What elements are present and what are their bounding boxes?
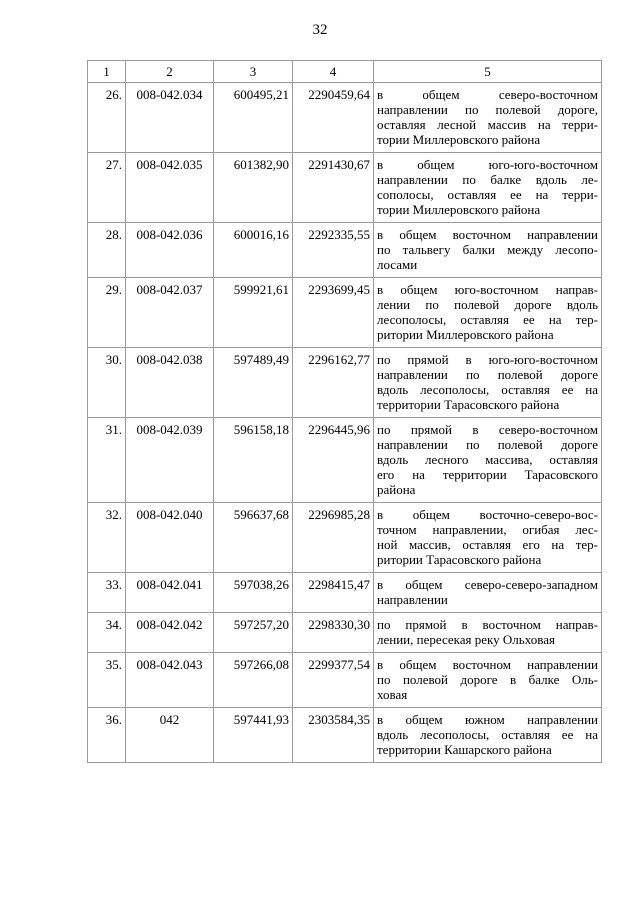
- x-coordinate-cell: 600495,21: [214, 83, 293, 153]
- boundary-table: [87, 60, 602, 763]
- description-line: сополосы, оставляя ее на терри-: [377, 187, 598, 202]
- description-line: ной массив, оставляя его на тер-: [377, 537, 598, 552]
- x-coordinate-cell: 599921,61: [214, 278, 293, 348]
- description-cell: [374, 503, 602, 573]
- y-coordinate-cell: 2296985,28: [293, 503, 374, 573]
- row-number-cell: 35.: [88, 653, 126, 708]
- row-number-cell: 26.: [88, 83, 126, 153]
- description-line: вдоль лесополосы, оставляя ее на: [377, 727, 598, 742]
- y-coordinate-cell: 2293699,45: [293, 278, 374, 348]
- description-line: направлении: [377, 592, 448, 607]
- row-number-cell: 30.: [88, 348, 126, 418]
- y-coordinate-cell: 2291430,67: [293, 153, 374, 223]
- description-line: лосами: [377, 257, 418, 272]
- description-cell: [374, 83, 602, 153]
- description-line: направлении по полевой дороге: [377, 367, 598, 382]
- table-row: [88, 613, 602, 653]
- table-row: [88, 348, 602, 418]
- description-line: по тальвегу балки между лесопо-: [377, 242, 598, 257]
- table-row: [88, 223, 602, 278]
- point-code-cell: 008-042.041: [126, 573, 214, 613]
- description-cell: [374, 153, 602, 223]
- column-header: 5: [374, 61, 602, 83]
- row-number-cell: 33.: [88, 573, 126, 613]
- description-line: в общем восточном направлении: [377, 227, 598, 242]
- table-row: [88, 653, 602, 708]
- table-row: [88, 503, 602, 573]
- description-line: района: [377, 482, 416, 497]
- description-line: по прямой в юго-юго-восточном: [377, 352, 598, 367]
- description-line: его на территории Тарасовского: [377, 467, 598, 482]
- y-coordinate-cell: 2303584,35: [293, 708, 374, 763]
- column-header: 3: [214, 61, 293, 83]
- description-line: в общем юго-восточном направ-: [377, 282, 598, 297]
- description-line: оставляя лесной массив на терри-: [377, 117, 598, 132]
- row-number-cell: 29.: [88, 278, 126, 348]
- description-line: в общем северо-северо-западном: [377, 577, 598, 592]
- description-line: по прямой в северо-восточном: [377, 422, 598, 437]
- y-coordinate-cell: 2296445,96: [293, 418, 374, 503]
- description-line: лении, пересекая реку Ольховая: [377, 632, 555, 647]
- y-coordinate-cell: 2298330,30: [293, 613, 374, 653]
- description-line: ритории Миллеровского района: [377, 327, 554, 342]
- table-row: [88, 278, 602, 348]
- row-number-cell: 27.: [88, 153, 126, 223]
- row-number-cell: 31.: [88, 418, 126, 503]
- description-line: в общем восточном направлении: [377, 657, 598, 672]
- point-code-cell: 008-042.042: [126, 613, 214, 653]
- column-header: 2: [126, 61, 214, 83]
- description-line: направлении по балке вдоль ле-: [377, 172, 598, 187]
- description-line: лесополосы, оставляя ее на тер-: [377, 312, 598, 327]
- description-cell: [374, 653, 602, 708]
- header-row: [88, 61, 602, 83]
- y-coordinate-cell: 2292335,55: [293, 223, 374, 278]
- x-coordinate-cell: 597266,08: [214, 653, 293, 708]
- y-coordinate-cell: 2290459,64: [293, 83, 374, 153]
- page-number: 32: [312, 22, 328, 38]
- description-cell: [374, 418, 602, 503]
- description-line: тории Миллеровского района: [377, 132, 541, 147]
- table-row: [88, 573, 602, 613]
- point-code-cell: 008-042.038: [126, 348, 214, 418]
- table-row: [88, 708, 602, 763]
- description-line: направлении по полевой дороге,: [377, 102, 598, 117]
- description-cell: [374, 348, 602, 418]
- table-row: [88, 83, 602, 153]
- description-line: тории Миллеровского района: [377, 202, 541, 217]
- description-cell: [374, 573, 602, 613]
- point-code-cell: 008-042.039: [126, 418, 214, 503]
- description-line: территории Тарасовского района: [377, 397, 560, 412]
- description-line: в общем юго-юго-восточном: [377, 157, 598, 172]
- point-code-cell: 008-042.043: [126, 653, 214, 708]
- y-coordinate-cell: 2298415,47: [293, 573, 374, 613]
- row-number-cell: 28.: [88, 223, 126, 278]
- description-line: территории Кашарского района: [377, 742, 552, 757]
- row-number-cell: 34.: [88, 613, 126, 653]
- description-line: в общем южном направлении: [377, 712, 598, 727]
- description-cell: [374, 708, 602, 763]
- y-coordinate-cell: 2299377,54: [293, 653, 374, 708]
- x-coordinate-cell: 596158,18: [214, 418, 293, 503]
- description-line: по прямой в восточном направ-: [377, 617, 598, 632]
- description-line: направлении по полевой дороге: [377, 437, 598, 452]
- description-line: в общем восточно-северо-вос-: [377, 507, 598, 522]
- x-coordinate-cell: 597441,93: [214, 708, 293, 763]
- point-code-cell: 008-042.035: [126, 153, 214, 223]
- description-cell: [374, 613, 602, 653]
- description-line: вдоль лесополосы, оставляя ее на: [377, 382, 598, 397]
- column-header: 1: [88, 61, 126, 83]
- y-coordinate-cell: 2296162,77: [293, 348, 374, 418]
- point-code-cell: 008-042.036: [126, 223, 214, 278]
- row-number-cell: 36.: [88, 708, 126, 763]
- description-cell: [374, 223, 602, 278]
- point-code-cell: 008-042.040: [126, 503, 214, 573]
- point-code-cell: 042: [126, 708, 214, 763]
- x-coordinate-cell: 597038,26: [214, 573, 293, 613]
- table-row: [88, 153, 602, 223]
- x-coordinate-cell: 596637,68: [214, 503, 293, 573]
- table-row: [88, 418, 602, 503]
- x-coordinate-cell: 601382,90: [214, 153, 293, 223]
- point-code-cell: 008-042.034: [126, 83, 214, 153]
- description-line: вдоль лесного массива, оставляя: [377, 452, 598, 467]
- x-coordinate-cell: 597257,20: [214, 613, 293, 653]
- row-number-cell: 32.: [88, 503, 126, 573]
- description-line: точном направлении, огибая лес-: [377, 522, 598, 537]
- point-code-cell: 008-042.037: [126, 278, 214, 348]
- x-coordinate-cell: 597489,49: [214, 348, 293, 418]
- description-line: по полевой дороге в балке Оль-: [377, 672, 598, 687]
- description-line: лении по полевой дороге вдоль: [377, 297, 598, 312]
- description-line: в общем северо-восточном: [377, 87, 598, 102]
- description-line: ховая: [377, 687, 408, 702]
- column-header: 4: [293, 61, 374, 83]
- x-coordinate-cell: 600016,16: [214, 223, 293, 278]
- description-cell: [374, 278, 602, 348]
- description-line: ритории Тарасовского района: [377, 552, 542, 567]
